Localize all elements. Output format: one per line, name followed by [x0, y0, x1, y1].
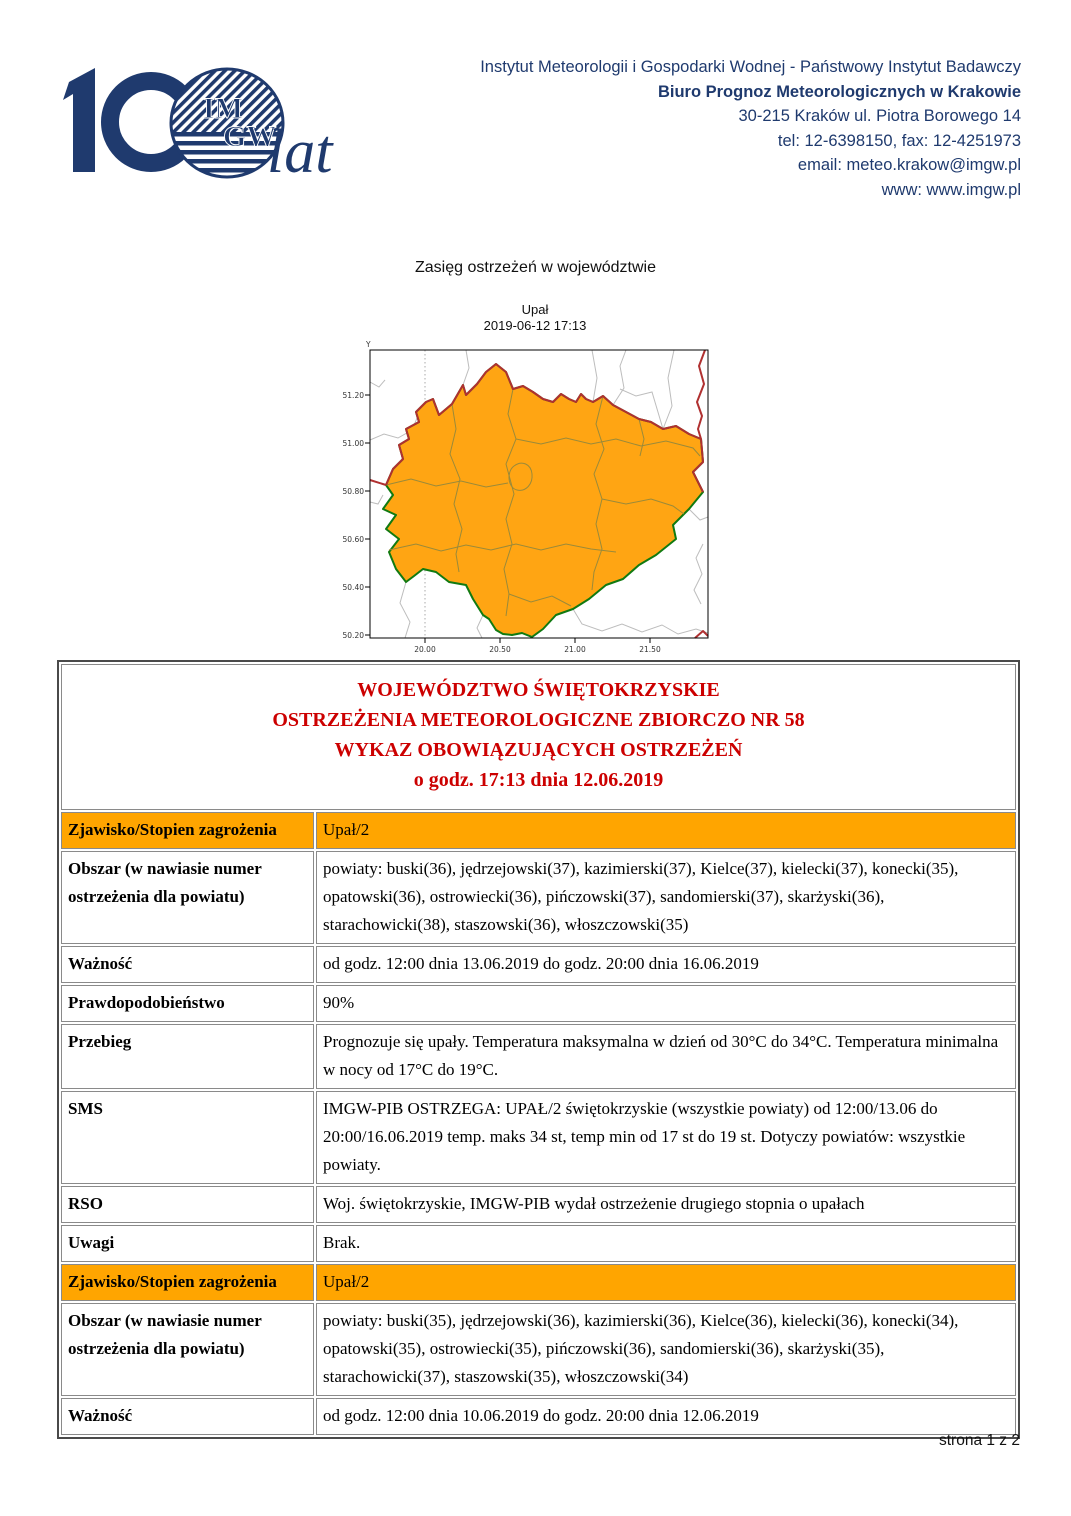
row-label: Obszar (w nawiasie numer ostrzeżenia dla powiatu)	[61, 851, 314, 944]
row-value: od godz. 12:00 dnia 10.06.2019 do godz. 20:00 dnia 12.06.2019	[316, 1398, 1016, 1435]
warning-map-block	[342, 302, 714, 656]
table-row	[61, 985, 1016, 1022]
row-label: Uwagi	[61, 1225, 314, 1262]
imgw-logo	[55, 60, 340, 190]
svg-text:51.20: 51.20	[342, 391, 364, 400]
svg-text:50.40: 50.40	[342, 583, 364, 592]
header-address-block	[381, 55, 1021, 202]
table-title-line: WYKAZ OBOWIĄZUJĄCYCH OSTRZEŻEŃ	[334, 739, 743, 761]
y-axis-ticks	[365, 395, 370, 635]
x-axis-ticks	[425, 638, 650, 643]
svg-text:51.00: 51.00	[342, 439, 364, 448]
row-value: Prognozuje się upały. Temperatura maksymalna w dzień od 30°C do 34°C. Temperatura minimalna w nocy od 17°C do 19°C.	[316, 1024, 1016, 1089]
header-address: 30-215 Kraków ul. Piotra Borowego 14	[738, 107, 1021, 125]
svg-text:21.00: 21.00	[564, 645, 586, 654]
header-phone-fax: tel: 12-6398150, fax: 12-4251973	[777, 131, 1021, 150]
table-row	[61, 1303, 1016, 1396]
row-value: 90%	[316, 985, 1016, 1022]
header-office-name: Biuro Prognoz Meteorologicznych w Krakowie	[657, 82, 1021, 101]
table-row	[61, 1225, 1016, 1262]
row-label: RSO	[61, 1186, 314, 1223]
map-timestamp: 2019-06-12 17:13	[483, 318, 587, 333]
table-row	[61, 1024, 1016, 1089]
svg-text:20.50: 20.50	[489, 645, 511, 654]
row-value: powiaty: buski(35), jędrzejowski(36), kazimierski(36), Kielce(36), kielecki(36), konecki(34), opatowski(35), ostrowiecki(35), pińczowski(36), sandomierski(36), skarżyski(35), starachowicki(37), staszowski(35), włoszczowski(34)	[316, 1303, 1016, 1396]
table-row	[61, 851, 1016, 944]
row-value: Woj. świętokrzyskie, IMGW-PIB wydał ostrzeżenie drugiego stopnia o upałach	[316, 1186, 1016, 1223]
row-label: Ważność	[61, 946, 314, 983]
svg-text:21.50: 21.50	[639, 645, 661, 654]
y-axis-tick-labels	[343, 391, 365, 640]
warnings-table	[57, 660, 1020, 1439]
header-email: email: meteo.krakow@imgw.pl	[797, 156, 1021, 174]
y-axis-label: Y	[366, 340, 371, 349]
svg-text:20.00: 20.00	[414, 645, 436, 654]
logo-lat-text: lat	[267, 118, 333, 186]
row-value: od godz. 12:00 dnia 13.06.2019 do godz. 20:00 dnia 16.06.2019	[316, 946, 1016, 983]
row-value: Brak.	[316, 1225, 1016, 1262]
header-institute-name: Instytut Meteorologii i Gospodarki Wodnej - Państwowy Instytut Badawczy	[480, 58, 1021, 76]
table-row	[61, 1186, 1016, 1223]
section-title: Zasięg ostrzeżeń w województwie	[415, 259, 656, 276]
table-title-line: o godz. 17:13 dnia 12.06.2019	[413, 769, 664, 791]
svg-text:50.60: 50.60	[342, 535, 364, 544]
row-label: Prawdopodobieństwo	[61, 985, 314, 1022]
table-title-line: OSTRZEŻENIA METEOROLOGICZNE ZBIORCZO NR 58	[272, 709, 805, 731]
row-label: SMS	[61, 1091, 314, 1184]
logo-digit-1	[63, 68, 95, 172]
table-row	[61, 1091, 1016, 1184]
table-row	[61, 1398, 1016, 1435]
table-row	[61, 1264, 1016, 1301]
voivodeship-map	[342, 340, 714, 656]
table-title-line: WOJEWÓDZTWO ŚWIĘTOKRZYSKIE	[357, 679, 720, 701]
table-title-row	[61, 664, 1016, 810]
table-row	[61, 946, 1016, 983]
row-value: Upał/2	[316, 812, 1016, 849]
logo-im-text: IM	[203, 92, 243, 125]
row-label: Przebieg	[61, 1024, 314, 1089]
row-value: IMGW-PIB OSTRZEGA: UPAŁ/2 świętokrzyskie (wszystkie powiaty) od 12:00/13.06 do 20:00/16.06.2019 temp. maks 34 st, temp min od 17 st do 19 st. Dotyczy powiatów: wszystkie powiaty.	[316, 1091, 1016, 1184]
row-value: powiaty: buski(36), jędrzejowski(37), kazimierski(37), Kielce(37), kielecki(37), konecki(35), opatowski(36), ostrowiecki(36), pińczowski(37), sandomierski(37), skarżyski(36), starachowicki(38), staszowski(36), włoszczowski(35)	[316, 851, 1016, 944]
page-number: strona 1 z 2	[939, 1432, 1020, 1449]
table-title-cell	[61, 664, 1016, 810]
row-value: Upał/2	[316, 1264, 1016, 1301]
x-axis-tick-labels	[414, 645, 661, 654]
svg-text:50.20: 50.20	[342, 631, 364, 640]
header-www: www: www.imgw.pl	[881, 180, 1021, 199]
row-label: Zjawisko/Stopien zagrożenia	[61, 812, 314, 849]
row-label: Zjawisko/Stopien zagrożenia	[61, 1264, 314, 1301]
map-phenomenon-title: Upał	[521, 302, 549, 317]
row-label: Ważność	[61, 1398, 314, 1435]
svg-text:50.80: 50.80	[342, 487, 364, 496]
logo-gw-text: GW	[223, 120, 277, 153]
row-label: Obszar (w nawiasie numer ostrzeżenia dla powiatu)	[61, 1303, 314, 1396]
table-row	[61, 812, 1016, 849]
